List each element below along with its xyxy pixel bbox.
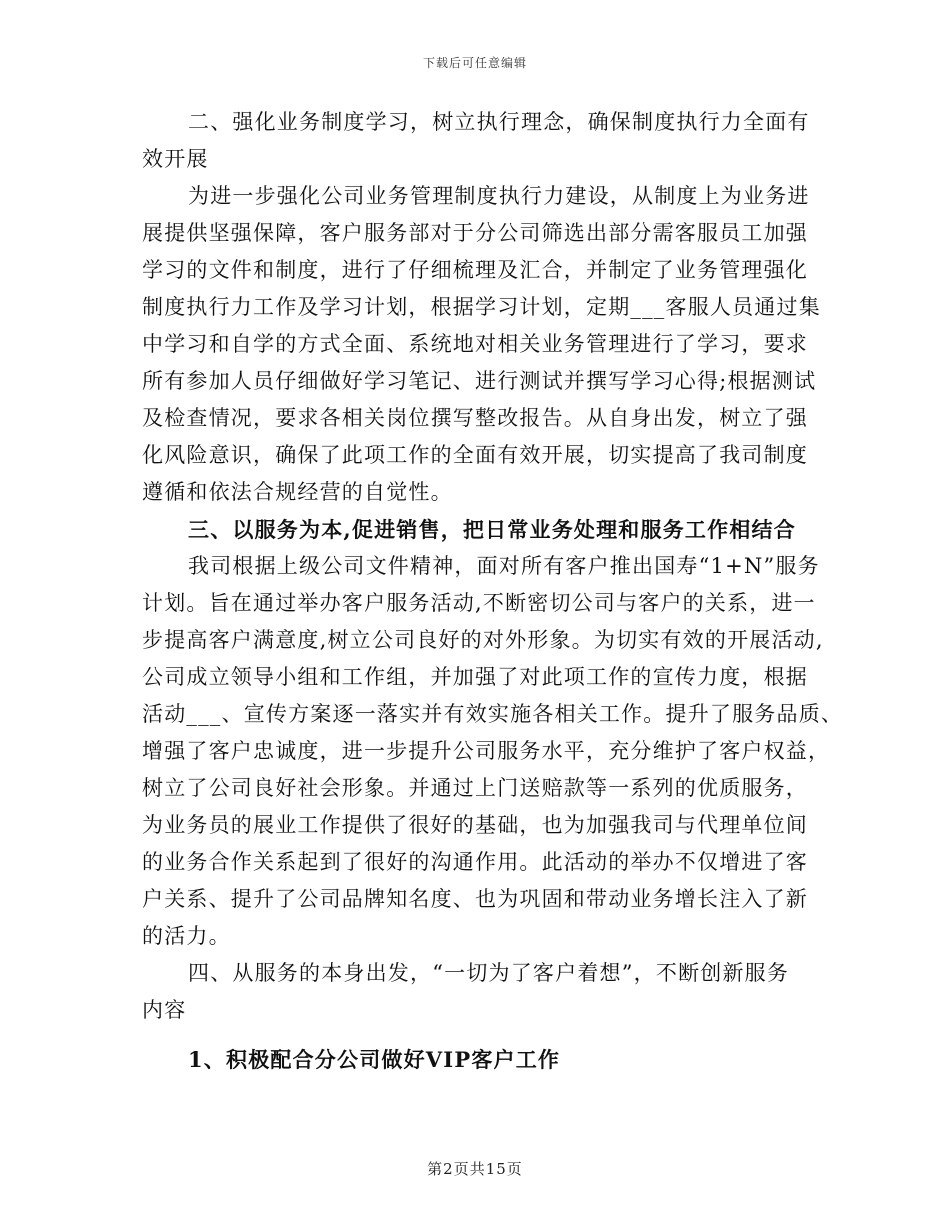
paragraph-line: 的活力。 xyxy=(142,924,231,948)
paragraph-line: 学习的文件和制度，进行了仔细梳理及汇合，并制定了业务管理强化 xyxy=(142,258,808,282)
paragraph-line: 化风险意识，确保了此项工作的全面有效开展，切实提高了我司制度 xyxy=(142,443,808,467)
paragraph-line: 中学习和自学的方式全面、系统地对相关业务管理进行了学习，要求 xyxy=(142,332,808,356)
heading-section-4: 四、从服务的本身出发，“一切为了客户着想”，不断创新服务 xyxy=(188,961,790,985)
heading-section-2-cont: 效开展 xyxy=(142,147,209,171)
paragraph-line: 为业务员的展业工作提供了很好的基础，也为加强我司与代理单位间 xyxy=(142,813,808,837)
subheading-item-1: 1、积极配合分公司做好VIP客户工作 xyxy=(188,1047,561,1072)
page-header: 下载后可任意编辑 xyxy=(422,56,527,70)
paragraph-line: 户关系、提升了公司品牌知名度、也为巩固和带动业务增长注入了新 xyxy=(142,887,808,911)
heading-section-2: 二、强化业务制度学习，树立执行理念，确保制度执行力全面有 xyxy=(188,110,810,134)
heading-section-4-cont: 内容 xyxy=(142,998,187,1022)
paragraph-line: 的业务合作关系起到了很好的沟通作用。此活动的举办不仅增进了客 xyxy=(142,850,808,874)
paragraph-line: 遵循和依法合规经营的自觉性。 xyxy=(142,480,453,504)
paragraph-line: 增强了客户忠诚度，进一步提升公司服务水平，充分维护了客户权益， xyxy=(142,739,831,763)
heading-section-3: 三、以服务为本,促进销售，把日常业务处理和服务工作相结合 xyxy=(188,517,796,542)
document-body xyxy=(142,104,844,1078)
paragraph-line: 树立了公司良好社会形象。并通过上门送赔款等一系列的优质服务， xyxy=(142,776,808,800)
paragraph-line: 步提高客户满意度,树立公司良好的对外形象。为切实有效的开展活动, xyxy=(142,628,824,652)
paragraph-line: 计划。旨在通过举办客户服务活动,不断密切公司与客户的关系，进一 xyxy=(142,591,816,615)
paragraph-line: 我司根据上级公司文件精神，面对所有客户推出国寿“1+N”服务 xyxy=(188,554,820,578)
paragraph-line: 展提供坚强保障，客户服务部对于分公司筛选出部分需客服员工加强 xyxy=(142,221,808,245)
paragraph-line: 活动___、宣传方案逐一落实并有效实施各相关工作。提升了服务品质、 xyxy=(142,702,844,726)
paragraph-line: 为进一步强化公司业务管理制度执行力建设，从制度上为业务进 xyxy=(188,184,810,208)
paragraph-line: 公司成立领导小组和工作组，并加强了对此项工作的宣传力度，根据 xyxy=(142,665,808,689)
paragraph-line: 制度执行力工作及学习计划，根据学习计划，定期___客服人员通过集 xyxy=(142,295,821,319)
paragraph-line: 及检查情况，要求各相关岗位撰写整改报告。从自身出发，树立了强 xyxy=(142,406,808,430)
page-footer: 第2页共15页 xyxy=(427,1160,523,1178)
paragraph-line: 所有参加人员仔细做好学习笔记、进行测试并撰写学习心得;根据测试 xyxy=(142,369,817,393)
